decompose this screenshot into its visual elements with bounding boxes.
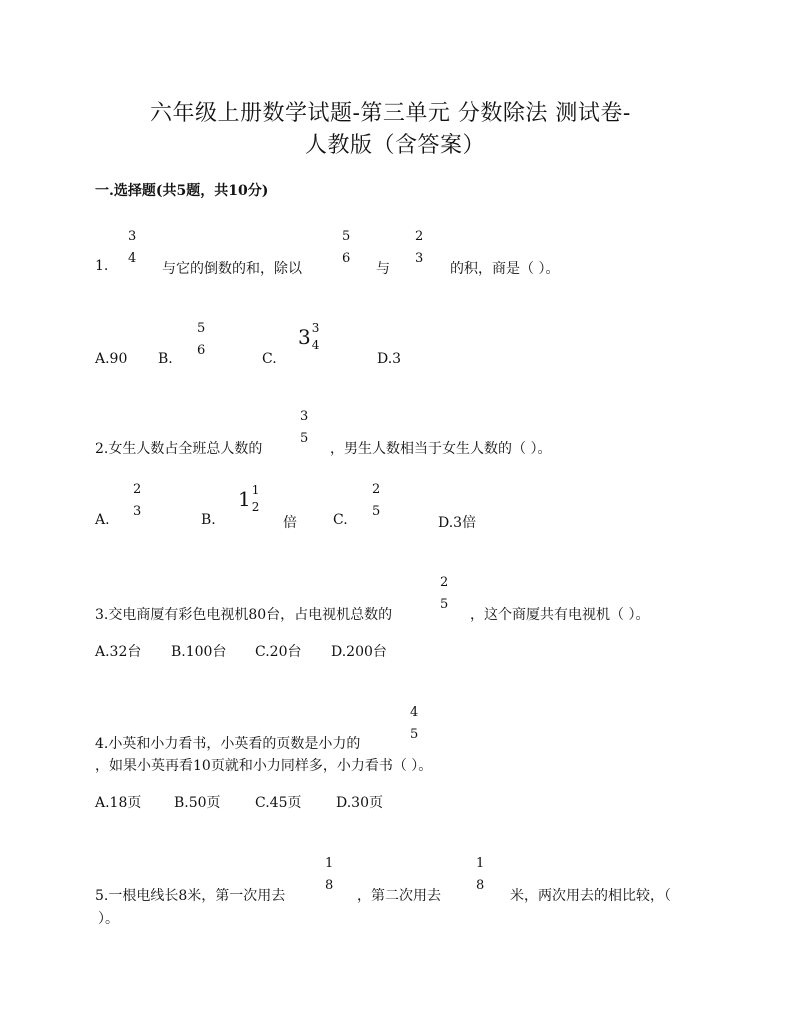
question-text: 3.交电商厦有彩色电视机80台，占电视机总数的 <box>95 607 393 623</box>
question-text: 米，两次用去的相比较，（ <box>510 888 671 904</box>
mixed-number: 1 1 2 <box>238 483 260 514</box>
option-d[interactable]: D.3倍 <box>438 515 477 531</box>
mixed-number: 3 3 4 <box>298 321 320 352</box>
fraction: 2 3 <box>133 482 142 519</box>
option-a[interactable]: A.18页 <box>95 795 142 811</box>
option-a[interactable]: A.32台 <box>95 644 142 660</box>
option-b[interactable]: B. <box>201 512 216 528</box>
option-c[interactable]: C. <box>333 512 348 528</box>
option-b-suffix: 倍 <box>283 515 297 531</box>
option-a[interactable]: A. <box>95 512 110 528</box>
section-heading: 一.选择题(共5题，共10分) <box>95 183 269 199</box>
option-c[interactable]: C.20台 <box>255 644 302 660</box>
title-line-2: 人教版（含答案） <box>305 133 486 158</box>
option-a[interactable]: A.90 <box>95 351 128 367</box>
fraction: 5 6 <box>197 321 206 358</box>
question-text: ，如果小英再看10页就和小力同样多，小力看书（ ）。 <box>95 758 433 774</box>
question-text: 2.女生人数占全班总人数的 <box>95 441 263 457</box>
question-text: 5.一根电线长8米，第一次用去 <box>95 888 286 904</box>
question-text: 的积，商是（ ）。 <box>450 261 560 277</box>
fraction: 5 6 <box>342 229 351 266</box>
question-text: ，这个商厦共有电视机（ ）。 <box>470 607 650 623</box>
option-c[interactable]: C.45页 <box>255 795 302 811</box>
question-text: 4.小英和小力看书，小英看的页数是小力的 <box>95 736 361 752</box>
question-text: ）。 <box>98 911 119 927</box>
question-text: ，男生人数相当于女生人数的（ ）。 <box>330 441 552 457</box>
fraction: 3 5 <box>300 409 309 446</box>
question-text: 与 <box>376 261 390 277</box>
fraction: 2 3 <box>415 229 424 266</box>
question-text: ，第二次用去 <box>357 888 441 904</box>
fraction: 4 5 <box>410 705 419 742</box>
option-b[interactable]: B.100台 <box>171 644 227 660</box>
option-c[interactable]: C. <box>262 351 277 367</box>
fraction: 3 4 <box>128 229 137 266</box>
fraction: 2 5 <box>372 482 381 519</box>
option-b[interactable]: B. <box>158 351 173 367</box>
fraction: 1 8 <box>476 856 485 893</box>
fraction: 1 8 <box>325 856 334 893</box>
option-d[interactable]: D.3 <box>377 351 402 367</box>
question-text: 与它的倒数的和，除以 <box>162 261 302 277</box>
option-d[interactable]: D.30页 <box>336 795 383 811</box>
option-d[interactable]: D.200台 <box>331 644 387 660</box>
option-b[interactable]: B.50页 <box>174 795 221 811</box>
fraction: 2 5 <box>440 575 449 612</box>
title-line-1: 六年级上册数学试题-第三单元 分数除法 测试卷- <box>150 101 631 126</box>
question-number: 1. <box>95 258 109 274</box>
